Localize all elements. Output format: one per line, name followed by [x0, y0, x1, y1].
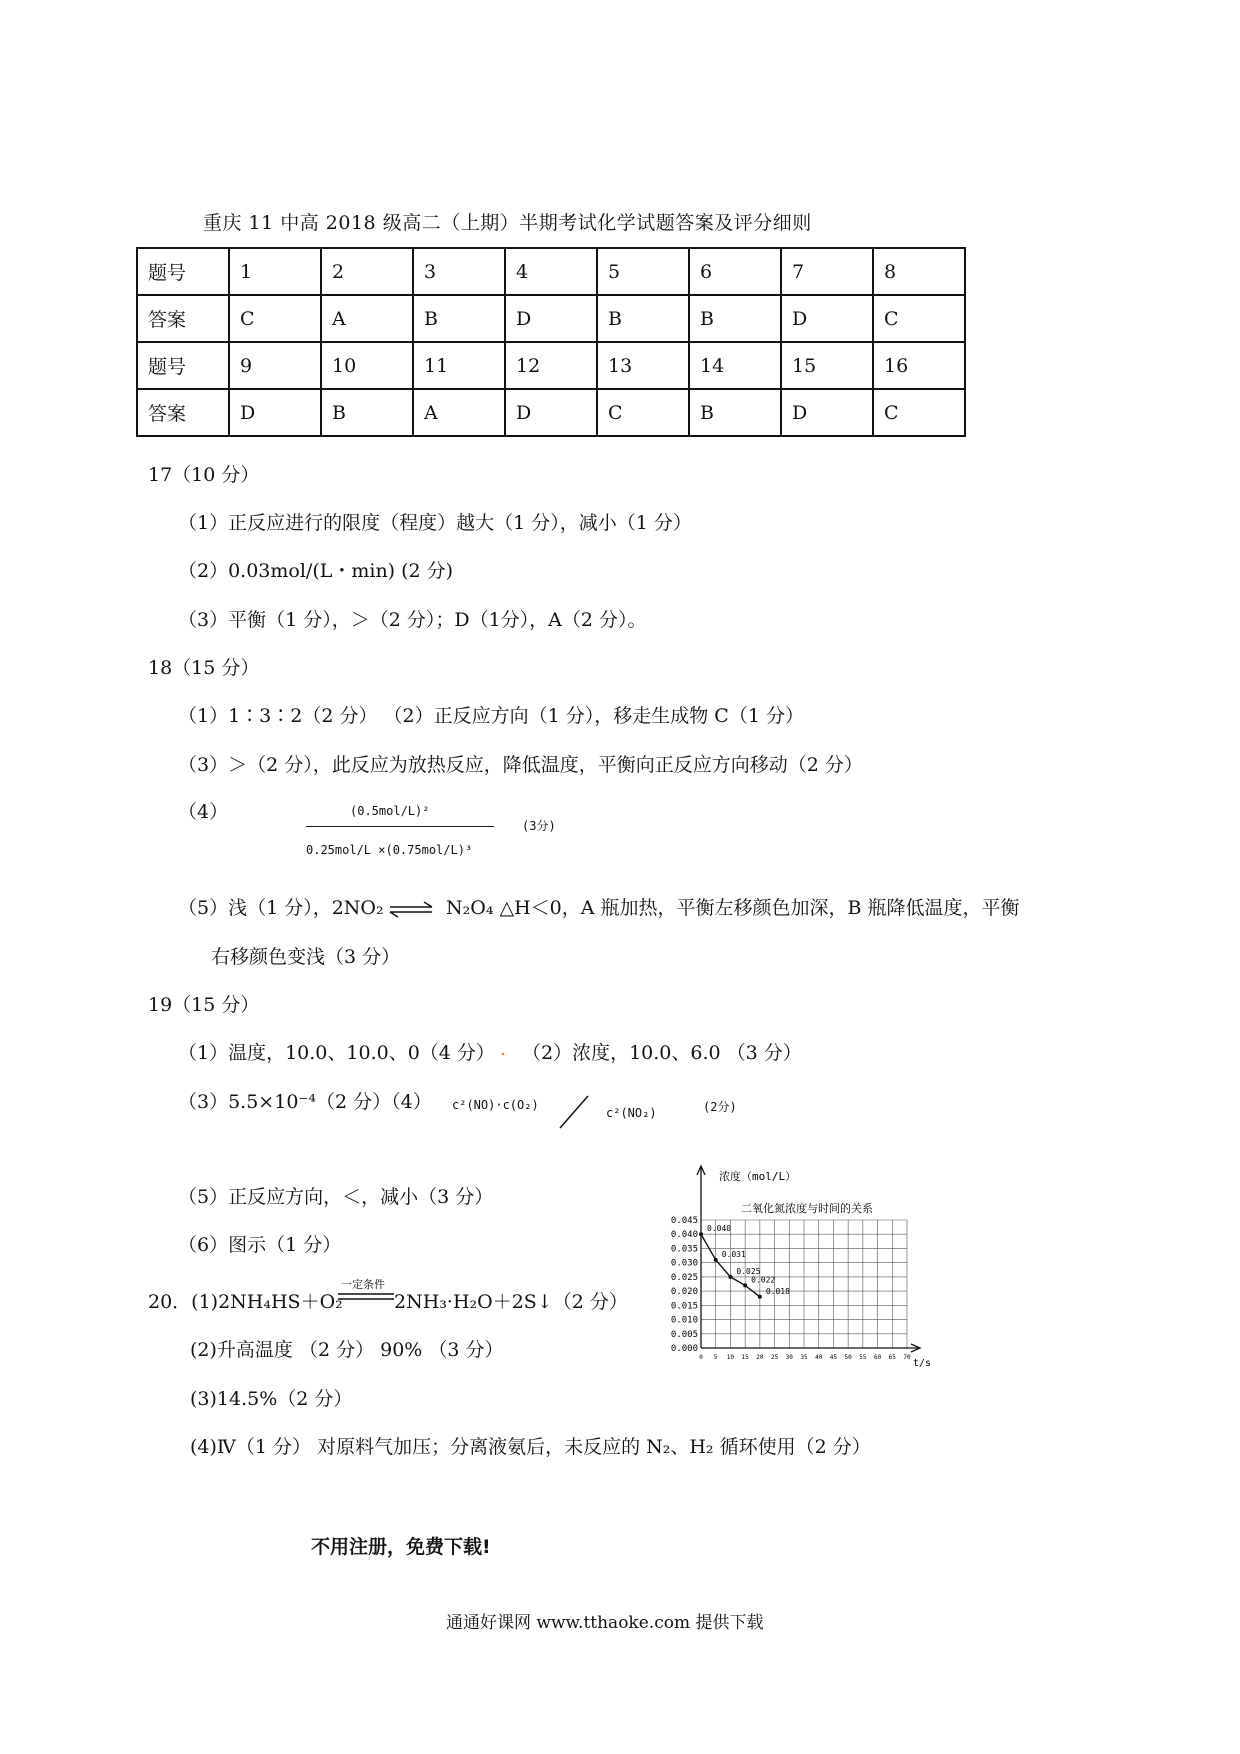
q19-line-1b: （2）浓度，10.0、6.0 （3 分） — [522, 1042, 802, 1064]
q19-fraction-denominator: c²(NO₂) — [606, 1106, 657, 1120]
x-axis-label: t/s — [913, 1358, 931, 1369]
x-tick-label: 60 — [873, 1354, 882, 1361]
q18-line-5a-start: （5）浅（1 分），2NO₂ — [178, 897, 384, 919]
x-tick-label: 65 — [888, 1354, 896, 1361]
x-tick-label: 0 — [699, 1354, 703, 1361]
table-cell: 13 — [597, 342, 689, 389]
table-cell: 11 — [413, 342, 505, 389]
fraction-slash-icon — [556, 1092, 592, 1132]
table-row-header: 答案 — [137, 389, 229, 436]
reaction-equals-icon — [338, 1292, 394, 1302]
y-tick-label: 0.005 — [670, 1329, 698, 1340]
table-cell: B — [321, 389, 413, 436]
x-tick-label: 25 — [770, 1354, 779, 1361]
data-label: 0.040 — [707, 1224, 732, 1234]
table-cell: 2 — [321, 248, 413, 295]
q19-line-6: （6）图示（1 分） — [178, 1234, 342, 1256]
table-cell: B — [597, 295, 689, 342]
q19-heading: 19（15 分） — [148, 994, 260, 1016]
q20-line-1-start: 20．(1)2NH₄HS＋O₂ — [148, 1291, 343, 1313]
table-cell: A — [321, 295, 413, 342]
table-row-header: 题号 — [137, 248, 229, 295]
table-cell: 7 — [781, 248, 873, 295]
q19-stray-mark: . — [500, 1038, 507, 1060]
y-tick-label: 0.015 — [670, 1301, 698, 1312]
data-point — [728, 1275, 732, 1279]
data-point — [743, 1283, 747, 1287]
q17-line-1: （1）正反应进行的限度（程度）越大（1 分），减小（1 分） — [178, 512, 692, 534]
y-tick-label: 0.045 — [670, 1216, 698, 1226]
data-point — [714, 1258, 718, 1262]
table-cell: D — [229, 389, 321, 436]
table-cell: 9 — [229, 342, 321, 389]
table-cell: C — [873, 295, 965, 342]
table-row-header: 题号 — [137, 342, 229, 389]
table-cell: B — [689, 389, 781, 436]
y-axis-label: 浓度（mol/L） — [719, 1170, 797, 1183]
table-cell: 4 — [505, 248, 597, 295]
data-label: 0.031 — [721, 1249, 746, 1259]
q19-line-3: （3）5.5×10⁻⁴（2 分）（4） — [178, 1091, 432, 1113]
y-tick-label: 0.020 — [670, 1287, 698, 1298]
x-tick-label: 55 — [859, 1354, 867, 1361]
table-cell: A — [413, 389, 505, 436]
answer-table — [136, 247, 966, 437]
data-label: 0.025 — [736, 1266, 761, 1276]
q20-line-1-end: 2NH₃·H₂O＋2S↓（2 分） — [394, 1291, 628, 1313]
y-tick-label: 0.010 — [670, 1315, 698, 1326]
q18-fraction-numerator: (0.5mol/L)² — [350, 804, 430, 818]
page-title: 重庆 11 中高 2018 级高二（上期）半期考试化学试题答案及评分细则 — [203, 212, 812, 234]
q18-fraction-denominator: 0.25mol/L ×(0.75mol/L)³ — [306, 843, 473, 857]
q18-line-4-label: （4） — [178, 801, 229, 823]
x-tick-label: 5 — [713, 1354, 718, 1361]
table-cell: 8 — [873, 248, 965, 295]
x-tick-label: 30 — [785, 1354, 793, 1361]
free-download-banner: 不用注册，免费下载! — [311, 1536, 491, 1558]
table-cell: C — [597, 389, 689, 436]
table-cell: 1 — [229, 248, 321, 295]
q20-line-4: (4)Ⅳ（1 分） 对原料气加压；分离液氨后，未反应的 N₂、H₂ 循环使用（2 分） — [190, 1436, 871, 1458]
site-footer: 通通好课网 www.tthaoke.com 提供下载 — [446, 1613, 764, 1633]
q19-fraction-score: (2分) — [703, 1100, 737, 1114]
data-point — [699, 1232, 703, 1236]
data-label: 0.022 — [751, 1275, 776, 1285]
y-tick-label: 0.035 — [670, 1244, 698, 1255]
table-cell: 12 — [505, 342, 597, 389]
table-cell: D — [781, 389, 873, 436]
x-tick-label: 45 — [829, 1354, 838, 1361]
table-cell: 5 — [597, 248, 689, 295]
y-tick-label: 0.040 — [670, 1230, 698, 1241]
y-tick-label: 0.030 — [670, 1258, 698, 1269]
table-cell: 6 — [689, 248, 781, 295]
table-cell: 14 — [689, 342, 781, 389]
table-cell: D — [781, 295, 873, 342]
chart-svg — [651, 1160, 931, 1370]
equilibrium-arrow-icon — [388, 899, 434, 919]
table-cell: 16 — [873, 342, 965, 389]
table-cell: 15 — [781, 342, 873, 389]
table-cell: 10 — [321, 342, 413, 389]
data-point — [758, 1295, 762, 1299]
q18-fraction-score: (3分) — [522, 819, 556, 833]
x-tick-label: 15 — [741, 1354, 749, 1361]
q18-heading: 18（15 分） — [148, 657, 260, 679]
x-tick-label: 70 — [903, 1354, 911, 1361]
y-tick-label: 0.025 — [670, 1272, 698, 1283]
q19-line-1a: （1）温度，10.0、10.0、0（4 分） — [178, 1042, 495, 1064]
q20-condition-label: 一定条件 — [341, 1278, 385, 1291]
x-tick-label: 35 — [800, 1354, 808, 1361]
q20-line-3: (3)14.5%（2 分） — [190, 1388, 353, 1410]
table-row — [137, 389, 965, 436]
q18-line-1: （1）1∶3∶2（2 分） （2）正反应方向（1 分），移走生成物 C（1 分） — [178, 705, 804, 727]
y-tick-label: 0.000 — [670, 1344, 698, 1354]
x-tick-label: 20 — [756, 1354, 764, 1361]
table-cell: D — [505, 295, 597, 342]
table-cell: C — [873, 389, 965, 436]
table-cell: D — [505, 389, 597, 436]
q18-line-3: （3）＞（2 分），此反应为放热反应，降低温度，平衡向正反应方向移动（2 分） — [178, 754, 863, 776]
x-tick-label: 40 — [815, 1354, 823, 1361]
table-row — [137, 295, 965, 342]
table-cell: B — [689, 295, 781, 342]
table-row — [137, 342, 965, 389]
table-row-header: 答案 — [137, 295, 229, 342]
q19-line-5: （5）正反应方向，＜，减小（3 分） — [178, 1186, 494, 1208]
q17-heading: 17（10 分） — [148, 464, 260, 486]
data-label: 0.018 — [765, 1286, 790, 1296]
q19-fraction-numerator: c²(NO)·c(O₂) — [452, 1098, 539, 1112]
no2-concentration-chart — [651, 1160, 931, 1374]
table-row — [137, 248, 965, 295]
chart-title: 二氧化氮浓度与时间的关系 — [741, 1202, 873, 1215]
x-tick-label: 50 — [844, 1354, 852, 1361]
q17-line-2: （2）0.03mol/(L・min) (2 分) — [178, 560, 454, 582]
q18-line-5b: 右移颜色变浅（3 分） — [211, 946, 401, 968]
table-cell: C — [229, 295, 321, 342]
table-cell: B — [413, 295, 505, 342]
q18-fraction-bar — [306, 826, 494, 827]
table-cell: 3 — [413, 248, 505, 295]
q18-line-5a-end: N₂O₄ △H＜0，A 瓶加热，平衡左移颜色加深，B 瓶降低温度，平衡 — [446, 897, 1020, 919]
q17-line-3: （3）平衡（1 分），＞（2 分）；D（1分），A（2 分）。 — [178, 609, 647, 631]
q20-line-2: (2)升高温度 （2 分） 90% （3 分） — [190, 1339, 504, 1361]
x-tick-label: 10 — [726, 1354, 735, 1361]
